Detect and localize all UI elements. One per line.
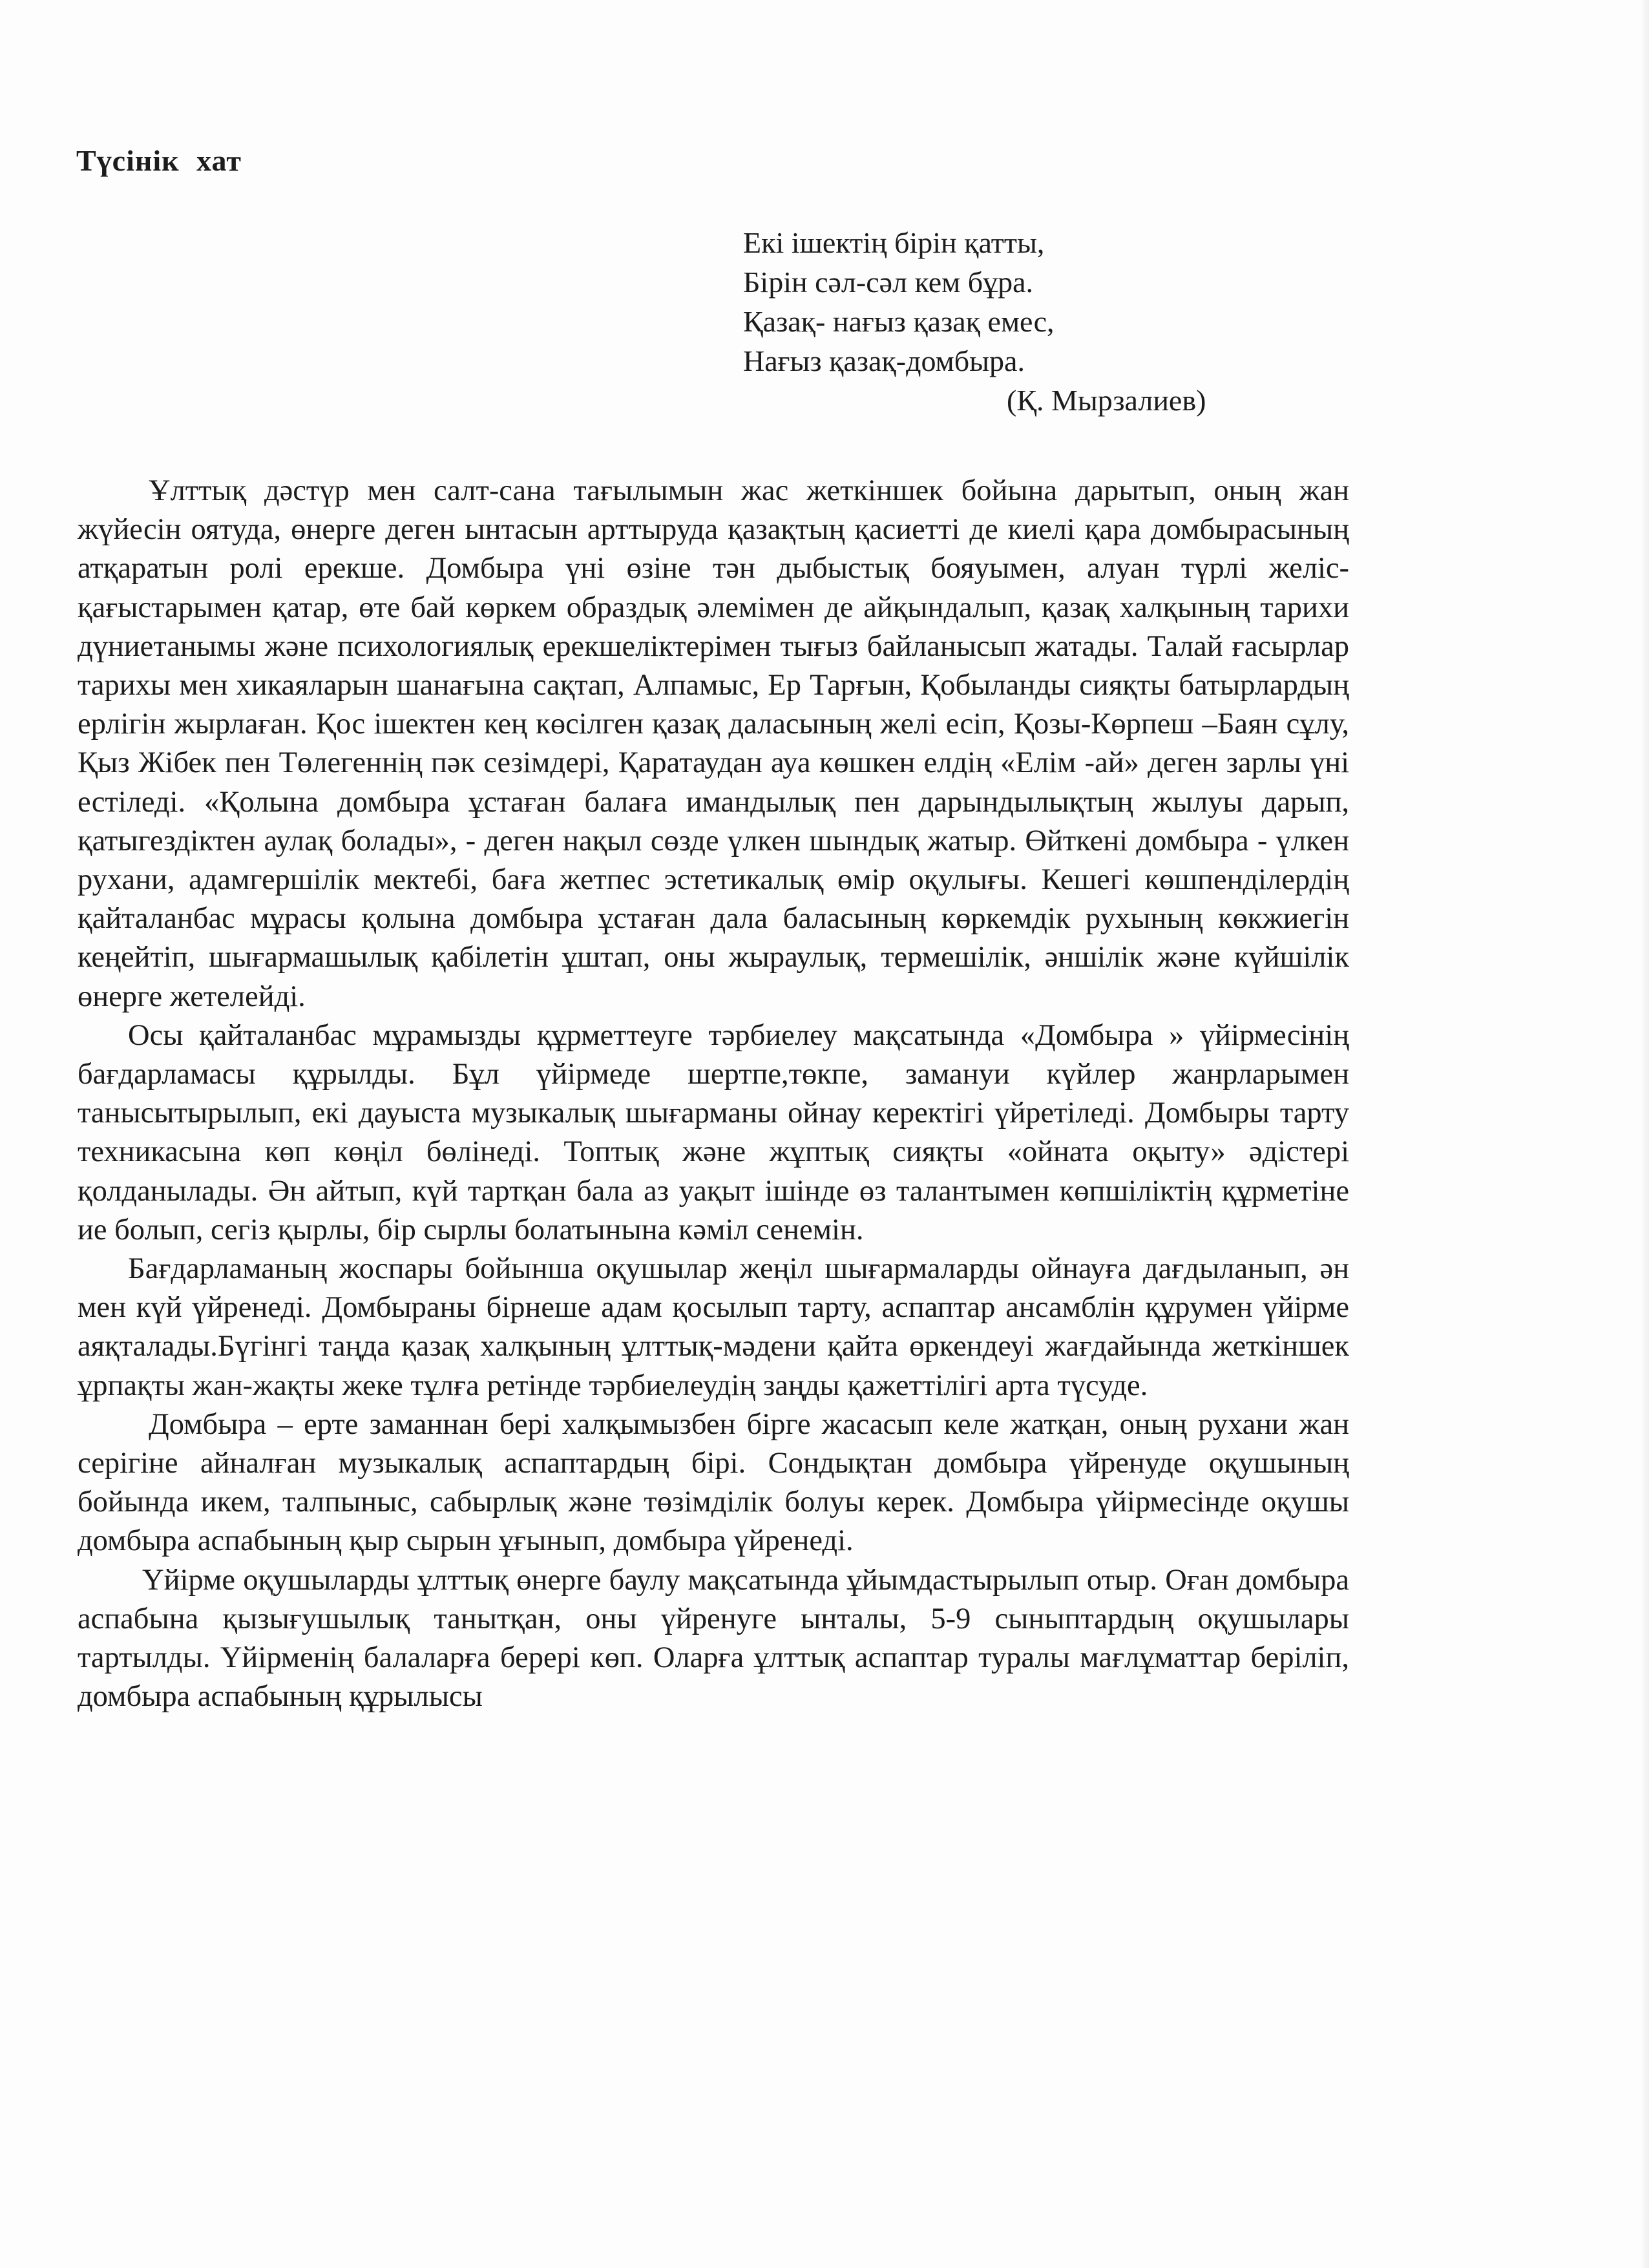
paragraph: Бағдарламаның жоспары бойынша оқушылар жеңіл шығармаларды ойнауға дағдыланып, ән мен күй үйренеді. Домбыраны бірнеше адам қосылып тарту, аспаптар ансамблін құрумен үйірме аяқталады.Бүгінгі таңда қазақ халқының ұлттық-мәдени қайта өркендеуі жағдайында жеткіншек ұрпақты жан-жақты жеке тұлға ретінде тәрбиелеудің заңды қажеттілігі арта түсуде.: [78, 1252, 1349, 1402]
epigraph-line: Нағыз қазақ-домбыра.: [743, 344, 1025, 377]
paragraph: Үйірме оқушыларды ұлттық өнерге баулу мақсатында ұйымдастырылып отыр. Оған домбыра аспабына қызығушылық танытқан, оны үйренуге ынталы, 5-9 сыныптардың оқушылары тартылды. Үйірменің балаларға берері көп. Оларға ұлттық аспаптар туралы мағлұматтар беріліп, домбыра аспабының құрылысы: [78, 1563, 1349, 1714]
scan-edge-shadow: [1640, 0, 1649, 2268]
epigraph-line: Қазақ- нағыз қазақ емес,: [743, 305, 1055, 338]
epigraph-line: Бірін сәл-сәл кем бұра.: [743, 266, 1034, 299]
document-body: [78, 472, 1349, 1717]
paragraph: Домбыра – ерте заманнан бері халқымызбен бірге жасасып келе жатқан, оның рухани жан серігіне айналған музыкалық аспаптардың бірі. Сондықтан домбыра үйренуде оқушының бойында икем, талпыныс, сабырлық және төзімділік болуы керек. Домбыра үйірмесінде оқушы домбыра аспабының қыр сырын ұғынып, домбыра үйренеді.: [78, 1407, 1349, 1558]
epigraph-line: Екі ішектің бірін қатты,: [743, 226, 1045, 259]
paragraph: Ұлттық дәстүр мен салт-сана тағылымын жас жеткіншек бойына дарытып, оның жан жүйесін оятуда, өнерге деген ынтасын арттыруда қазақтың қасиетті де киелі қара домбырасының атқаратын ролі ерекше. Домбыра үні өзіне тән дыбыстық бояуымен, алуан түрлі желіс-қағыстарымен қатар, өте бай көркем образдық әлемімен де айқындалып, қазақ халқының тарихи дүниетанымы және психологиялық ерекшеліктерімен тығыз байланысып жатады. Талай ғасырлар тарихы мен хикаяларын шанағына сақтап, Алпамыс, Ер Тарғын, Қобыланды сияқты батырлардың ерлігін жырлаған. Қос ішектен кең көсілген қазақ даласының желі есіп, Қозы-Көрпеш –Баян сұлу, Қыз Жібек пен Төлегеннің пәк сезімдері, Қаратаудан ауа көшкен елдің «Елім -ай» деген зарлы үні естіледі. «Қолына домбыра ұстаған балаға имандылық пен дарындылықтың жылуы дарып, қатыгездіктен аулақ болады», - деген нақыл сөзде үлкен шындық жатыр. Өйткені домбыра - үлкен рухани, адамгершілік мектебі, баға жетпес эстетикалық өмір оқулығы. Кешегі көшпенділердің қайталанбас мұрасы қолына домбыра ұстаған дала баласының көркемдік рухының көкжиегін кеңейтіп, шығармашылық қабілетін ұштап, оны жыраулық, термешілік, әншілік және күйшілік өнерге жетелейді.: [78, 474, 1349, 1013]
document-title: Түсінік хат: [76, 144, 242, 177]
paragraph: Осы қайталанбас мұрамызды құрметтеуге тәрбиелеу мақсатында «Домбыра » үйірмесінің бағдарламасы құрылды. Бұл үйірмеде шертпе,төкпе, замануи күйлер жанрларымен танысытырылып, екі дауыста музыкалық шығарманы ойнау керектігі үйретіледі. Домбыры тарту техникасына көп көңіл бөлінеді. Топтық және жұптық сияқты «ойната оқыту» әдістері қолданылады. Ән айтып, күй тартқан бала аз уақыт ішінде өз талантымен көпшіліктің құрметіне ие болып, сегіз қырлы, бір сырлы болатынына кәміл сенемін.: [78, 1018, 1349, 1246]
epigraph: [743, 223, 1325, 420]
epigraph-author: (Қ. Мырзалиев): [1007, 384, 1206, 417]
